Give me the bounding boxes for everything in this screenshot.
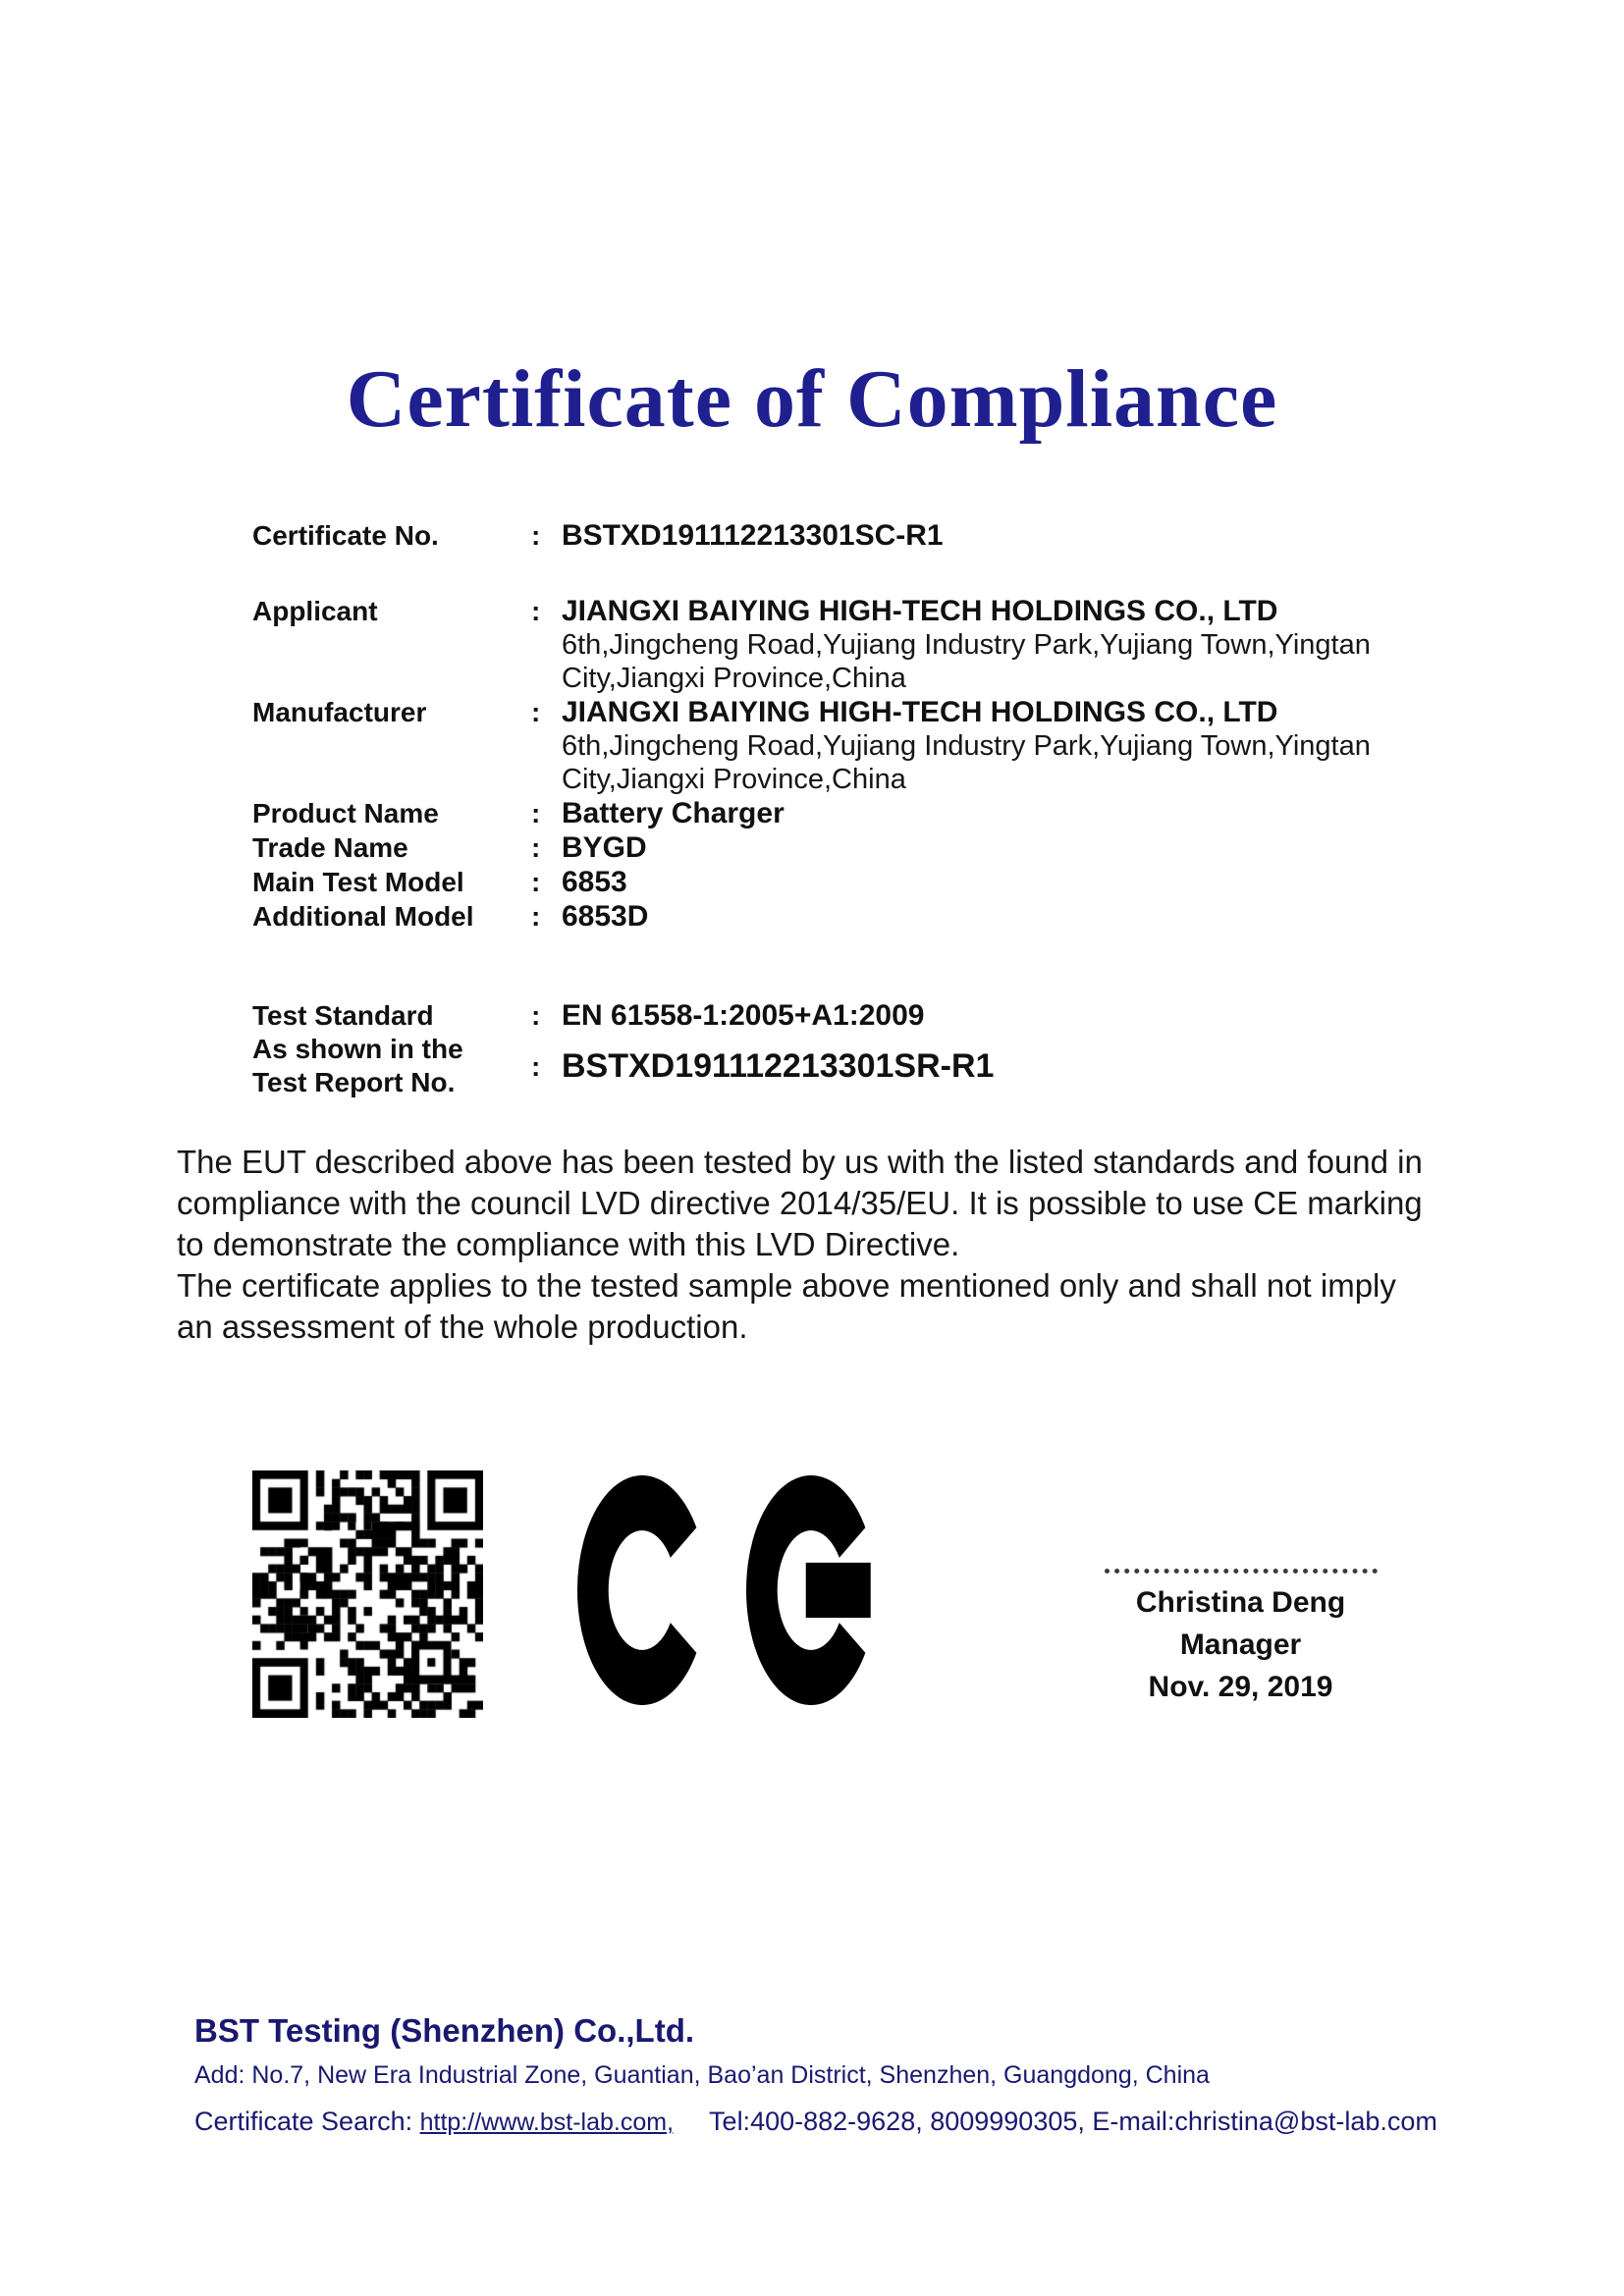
qr-code-container bbox=[252, 1470, 483, 1718]
field-label: Main Test Model bbox=[252, 867, 464, 897]
footer-contact-info: Tel:400-882-9628, 8009990305, E-mail:christina@bst-lab.com bbox=[709, 2107, 1437, 2136]
field-colon: : bbox=[531, 867, 541, 897]
qr-code-icon bbox=[252, 1470, 483, 1718]
row-manufacturer bbox=[252, 695, 1411, 796]
field-label bbox=[252, 1033, 531, 1099]
field-label-line2: Test Report No. bbox=[252, 1067, 456, 1097]
additional-model: 6853D bbox=[562, 900, 649, 933]
spacer bbox=[252, 553, 1411, 594]
field-colon: : bbox=[531, 1000, 541, 1031]
row-product-name bbox=[252, 796, 1411, 830]
field-colon: : bbox=[531, 697, 541, 727]
compliance-statement bbox=[177, 1142, 1429, 1348]
footer-search-line bbox=[194, 2106, 1471, 2138]
certificate-search-label: Certificate Search: bbox=[194, 2107, 413, 2136]
field-label-line1: As shown in the bbox=[252, 1034, 463, 1064]
applicant-block bbox=[562, 594, 1411, 695]
signature-block bbox=[1072, 1559, 1409, 1708]
field-colon: : bbox=[531, 596, 541, 626]
applicant-address: 6th,Jingcheng Road,Yujiang Industry Park,Yujiang Town,Yingtan City,Jiangxi Province,China bbox=[562, 629, 1371, 694]
certificate-number: BSTXD191112213301SC-R1 bbox=[562, 519, 944, 552]
manufacturer-address: 6th,Jingcheng Road,Yujiang Industry Park,Yujiang Town,Yingtan City,Jiangxi Province,China bbox=[562, 730, 1371, 795]
spacer bbox=[252, 934, 1411, 998]
field-colon: : bbox=[531, 520, 541, 551]
statement-paragraph-2: The certificate applies to the tested sample above mentioned only and shall not imply an assessment of the whole production. bbox=[177, 1267, 1396, 1345]
product-name: Battery Charger bbox=[562, 797, 785, 829]
footer-address: Add: No.7, New Era Industrial Zone, Guantian, Bao’an District, Shenzhen, Guangdong, China bbox=[194, 2061, 1210, 2089]
row-additional-model bbox=[252, 899, 1411, 934]
main-test-model: 6853 bbox=[562, 866, 627, 898]
test-report-number: BSTXD191112213301SR-R1 bbox=[562, 1046, 995, 1085]
ce-marking-c-icon bbox=[577, 1475, 707, 1705]
certificate-info-table bbox=[252, 518, 1411, 1099]
manufacturer-name: JIANGXI BAIYING HIGH-TECH HOLDINGS CO., LTD bbox=[562, 696, 1278, 728]
row-trade-name bbox=[252, 830, 1411, 865]
row-test-standard bbox=[252, 998, 1411, 1033]
test-standard: EN 61558-1:2005+A1:2009 bbox=[562, 999, 925, 1032]
ce-marking-e-icon bbox=[746, 1475, 876, 1705]
field-colon: : bbox=[531, 798, 541, 828]
field-label: Applicant bbox=[252, 596, 378, 626]
signer-name: Christina Deng bbox=[1135, 1586, 1346, 1619]
field-colon: : bbox=[531, 1050, 541, 1082]
signer-role: Manager bbox=[1179, 1629, 1302, 1661]
field-colon: : bbox=[531, 832, 541, 863]
certificate-search-link[interactable]: http://www.bst-lab.com, bbox=[419, 2109, 675, 2136]
row-applicant bbox=[252, 594, 1411, 695]
signature-date: Nov. 29, 2019 bbox=[1148, 1671, 1333, 1703]
trade-name: BYGD bbox=[562, 831, 647, 864]
field-label: Certificate No. bbox=[252, 520, 439, 551]
manufacturer-block bbox=[562, 695, 1411, 796]
field-label: Manufacturer bbox=[252, 697, 427, 727]
field-label: Product Name bbox=[252, 798, 439, 828]
row-main-test-model bbox=[252, 865, 1411, 899]
row-certificate-no bbox=[252, 518, 1411, 553]
footer-company-name: BST Testing (Shenzhen) Co.,Ltd. bbox=[194, 2012, 695, 2049]
row-test-report-no bbox=[252, 1033, 1411, 1099]
field-label: Additional Model bbox=[252, 901, 474, 932]
field-colon: : bbox=[531, 901, 541, 932]
signature-dotted-line bbox=[1105, 1559, 1378, 1574]
field-label: Trade Name bbox=[252, 832, 408, 863]
page-title: Certificate of Compliance bbox=[346, 353, 1278, 445]
statement-paragraph-1: The EUT described above has been tested by us with the listed standards and found in compliance with the council LVD directive 2014/35/EU. It is possible to use CE marking to demonstrate the compliance with this LVD Directive. bbox=[177, 1144, 1423, 1262]
field-label: Test Standard bbox=[252, 1000, 434, 1031]
applicant-name: JIANGXI BAIYING HIGH-TECH HOLDINGS CO., LTD bbox=[562, 595, 1278, 627]
footer bbox=[194, 2012, 1471, 2138]
